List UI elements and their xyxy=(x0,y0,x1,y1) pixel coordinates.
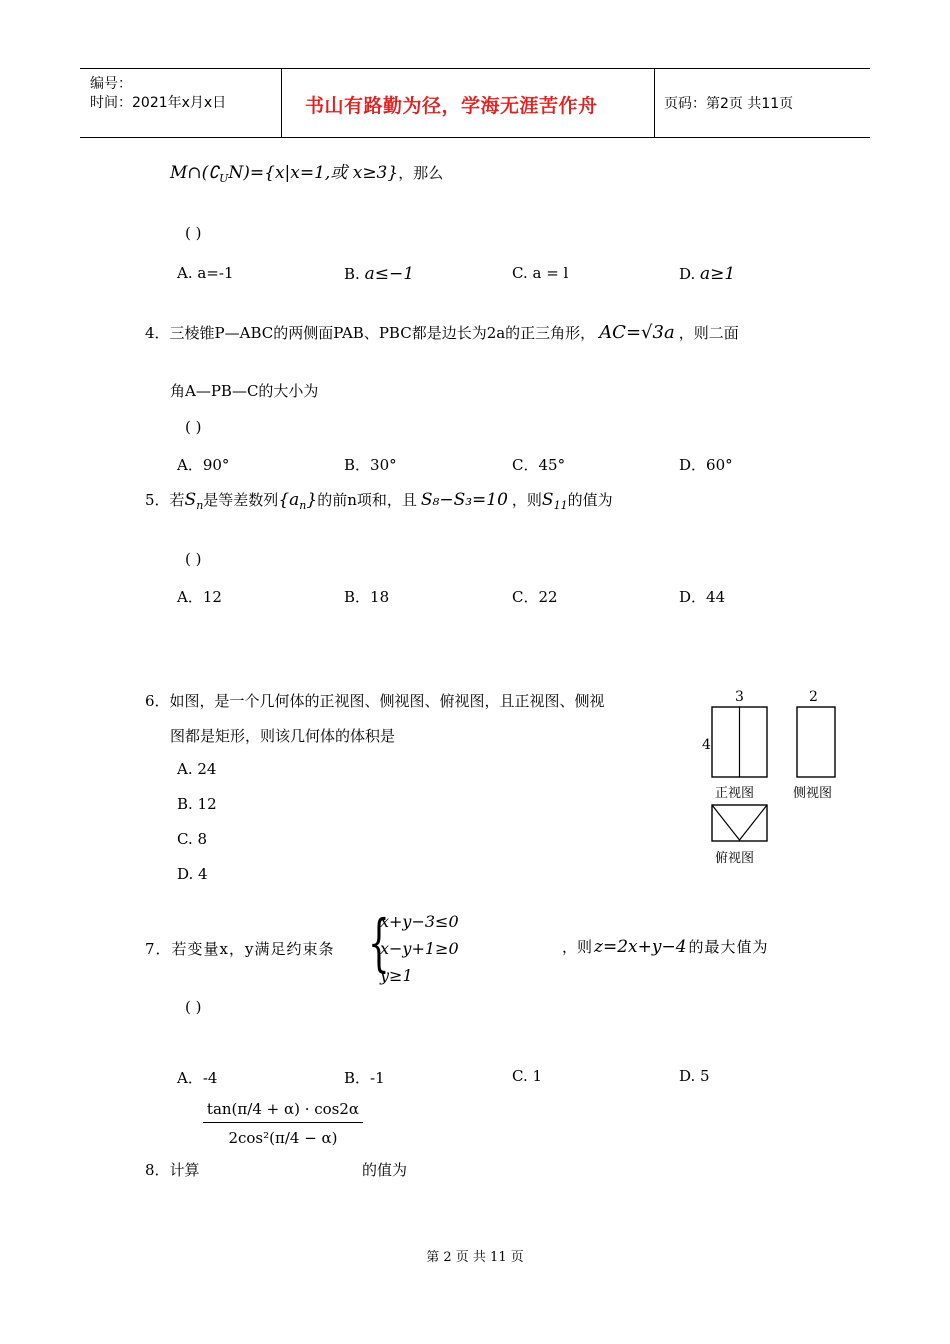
q6-option-d: D. 4 xyxy=(177,865,208,883)
top-view-triangle xyxy=(712,805,767,840)
front-view-caption: 正视图 xyxy=(715,786,755,801)
q7-option-b: B．-1 xyxy=(344,1069,385,1087)
q3-condition: $M\cap(∁_UN)=\{x|x=1$,或 x≥3}，那么 xyxy=(170,163,444,186)
top-view-caption: 俯视图 xyxy=(715,851,755,866)
doc-time-label: 时间：2021年x月x日 xyxy=(90,95,227,111)
q5-answer-paren: ( ) xyxy=(185,550,202,568)
page-header xyxy=(80,68,870,138)
q3-option-a: A. a=-1 xyxy=(177,264,234,282)
doc-number-label: 编号： xyxy=(90,76,132,92)
q5-option-b: B．18 xyxy=(344,588,390,606)
q4-option-a: A．90° xyxy=(177,456,230,474)
q7-option-a: A．-4 xyxy=(177,1069,218,1087)
q8-fraction xyxy=(203,1100,363,1147)
front-height-label: 4 xyxy=(702,737,711,753)
q8-stem: 8．计算 xyxy=(145,1161,200,1179)
q4-option-d: D．60° xyxy=(679,456,733,474)
q5-stem: 5．若$S_n$是等差数列$\{a_n\}$的前n项和，且 S₈−S₃=10 ，则$S_{11}$的值为 xyxy=(145,490,613,512)
q7-option-d: D. 5 xyxy=(679,1067,710,1085)
front-width-label: 3 xyxy=(735,689,744,705)
header-page-info: 页码：第2页 共11页 xyxy=(664,96,794,112)
brace-symbol: { xyxy=(368,906,390,979)
q3-option-d: D. a≥1 xyxy=(679,264,736,284)
constraint-2: x−y+1≥0 xyxy=(380,939,459,958)
q6-option-c: C. 8 xyxy=(177,830,208,848)
q7-stem: 7．若变量x，y满足约束条 xyxy=(145,940,335,958)
header-divider xyxy=(654,69,655,137)
side-view-caption: 侧视图 xyxy=(793,786,833,801)
q8-numerator: tan(π/4 + α) · cos2α xyxy=(206,1100,360,1118)
side-width-label: 2 xyxy=(809,689,818,705)
q4-answer-paren: ( ) xyxy=(185,418,202,436)
q3-option-b: B. a≤−1 xyxy=(344,264,415,284)
q5-option-c: C．22 xyxy=(512,588,558,606)
q8-stem-suffix: 的值为 xyxy=(362,1161,408,1179)
q6-stem: 6．如图，是一个几何体的正视图、侧视图、俯视图，且正视图、侧视 xyxy=(145,692,605,710)
constraint-1: x+y−3≤0 xyxy=(380,912,459,931)
q7-answer-paren: ( ) xyxy=(185,998,202,1016)
q5-option-d: D．44 xyxy=(679,588,726,606)
side-view-rect xyxy=(797,707,835,777)
fraction-bar xyxy=(203,1122,363,1123)
constraint-3: y≥1 xyxy=(380,966,413,985)
q6-option-a: A. 24 xyxy=(177,760,217,778)
q4-stem: 4．三棱锥P—ABC的两侧面PAB、PBC都是边长为2a的正三角形， AC=√3a ，则二面 xyxy=(145,322,739,343)
three-view-drawing xyxy=(695,685,855,870)
q4-option-c: C．45° xyxy=(512,456,566,474)
q5-option-a: A．12 xyxy=(177,588,222,606)
q4-option-b: B．30° xyxy=(344,456,397,474)
q3-answer-paren: ( ) xyxy=(185,224,202,242)
header-divider xyxy=(281,69,282,137)
top-view-rect xyxy=(712,805,767,841)
page-footer: 第 2 页 共 11 页 xyxy=(426,1250,524,1265)
q4-stem-cont: 角A—PB—C的大小为 xyxy=(170,382,319,400)
q6-stem-cont: 图都是矩形，则该几何体的体积是 xyxy=(170,727,396,745)
q3-option-c: C. a = l xyxy=(512,264,569,282)
q8-denominator: 2cos²(π/4 − α) xyxy=(228,1129,338,1147)
header-motto: 书山有路勤为径，学海无涯苦作舟 xyxy=(305,95,598,117)
three-view-figure xyxy=(695,685,855,870)
q6-option-b: B. 12 xyxy=(177,795,217,813)
q7-option-c: C. 1 xyxy=(512,1067,543,1085)
q7-objective: ，则 z=2x+y−4 的最大值为 xyxy=(562,937,769,957)
